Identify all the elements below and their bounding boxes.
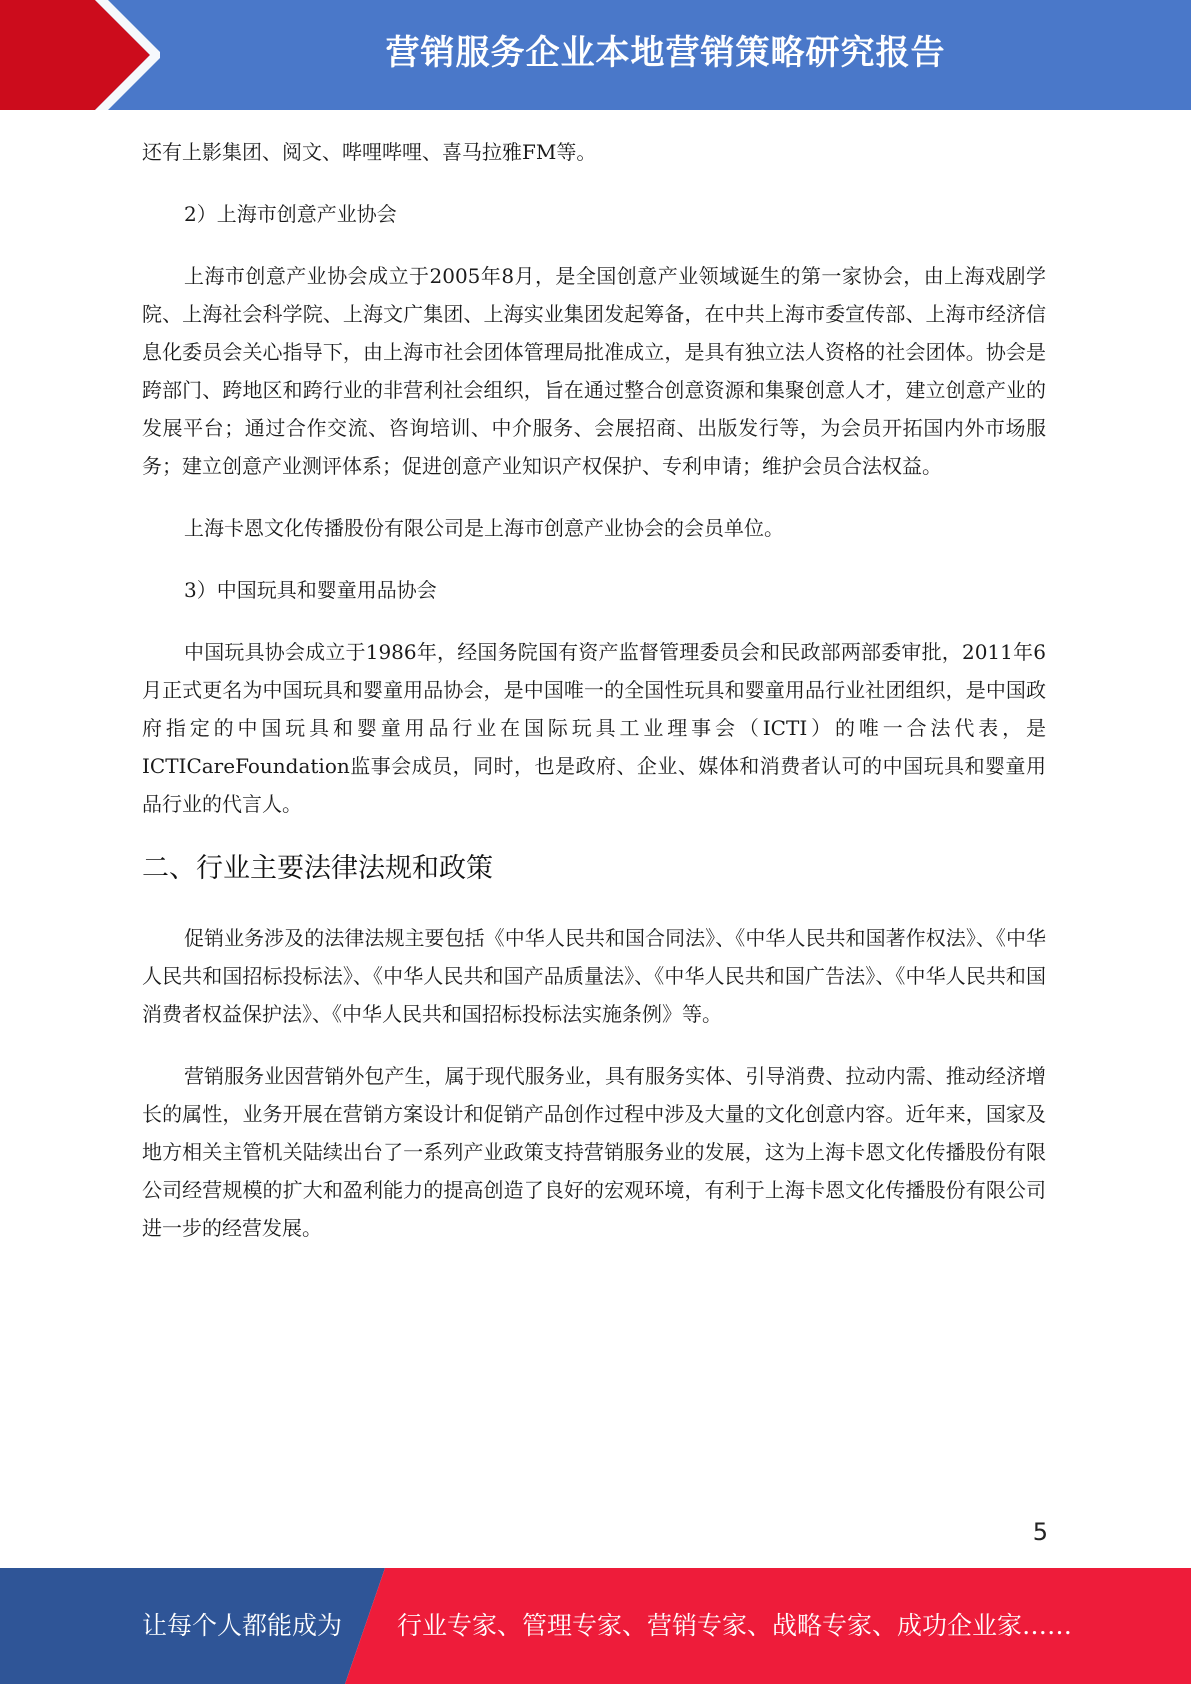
paragraph-continuation: 还有上影集团、阅文、哔哩哔哩、喜马拉雅FM等。 [142, 140, 597, 164]
report-title: 营销服务企业本地营销策略研究报告 [385, 33, 946, 73]
paragraph-policy: 营销服务业因营销外包产生，属于现代服务业，具有服务实体、引导消费、拉动内需、推动经济增长的属性，业务开展在营销方案设计和促销产品创作过程中涉及大量的文化创意内容。近年来，国家及地方相关主管机关陆续出台了一系列产业政策支持营销服务业的发展，这为上海卡恩文化传播股份有限公司经营规模的扩大和盈利能力的提高创造了良好的宏观环境，有利于上海卡恩文化传播股份有限公司进一步的经营发展。 [142, 1064, 1046, 1240]
page-number: 5 [1032, 1518, 1048, 1546]
paragraph-shanghai-creative-association: 上海市创意产业协会成立于2005年8月，是全国创意产业领域诞生的第一家协会，由上海戏剧学院、上海社会科学院、上海文广集团、上海实业集团发起筹备，在中共上海市委宣传部、上海市经济信息化委员会关心指导下，由上海市社会团体管理局批准成立，是具有独立法人资格的社会团体。协会是跨部门、跨地区和跨行业的非营利社会组织，旨在通过整合创意资源和集聚创意人才，建立创意产业的发展平台；通过合作交流、咨询培训、中介服务、会展招商、出版发行等，为会员开拓国内外市场服务；建立创意产业测评体系；促进创意产业知识产权保护、专利申请；维护会员合法权益。 [142, 264, 1046, 478]
page-footer [0, 1568, 1191, 1684]
paragraph-member-unit: 上海卡恩文化传播股份有限公司是上海市创意产业协会的会员单位。 [184, 516, 784, 540]
page-header [0, 0, 1191, 110]
paragraph-china-toy-association: 中国玩具协会成立于1986年，经国务院国有资产监督管理委员会和民政部两部委审批，2011年6月正式更名为中国玩具和婴童用品协会，是中国唯一的全国性玩具和婴童用品行业社团组织，是中国政府指定的中国玩具和婴童用品行业在国际玩具工业理事会（ICTI）的唯一合法代表，是ICTICareFoundation监事会成员，同时，也是政府、企业、媒体和消费者认可的中国玩具和婴童用品行业的代言人。 [142, 640, 1046, 816]
subheading-china-toy-association: 3）中国玩具和婴童用品协会 [184, 578, 437, 602]
paragraph-laws: 促销业务涉及的法律法规主要包括《中华人民共和国合同法》、《中华人民共和国著作权法》、《中华人民共和国招标投标法》、《中华人民共和国产品质量法》、《中华人民共和国广告法》、《中华人民共和国消费者权益保护法》、《中华人民共和国招标投标法实施条例》等。 [142, 926, 1046, 1026]
footer-slogan-left: 让每个人都能成为 [142, 1611, 343, 1640]
header-arrow-decoration [0, 0, 160, 110]
subheading-shanghai-creative-association: 2）上海市创意产业协会 [184, 202, 397, 226]
page-content [142, 133, 1046, 1271]
section-heading: 二、行业主要法律法规和政策 [142, 853, 493, 884]
footer-slogan-right: 行业专家、管理专家、营销专家、战略专家、成功企业家…… [397, 1611, 1073, 1640]
